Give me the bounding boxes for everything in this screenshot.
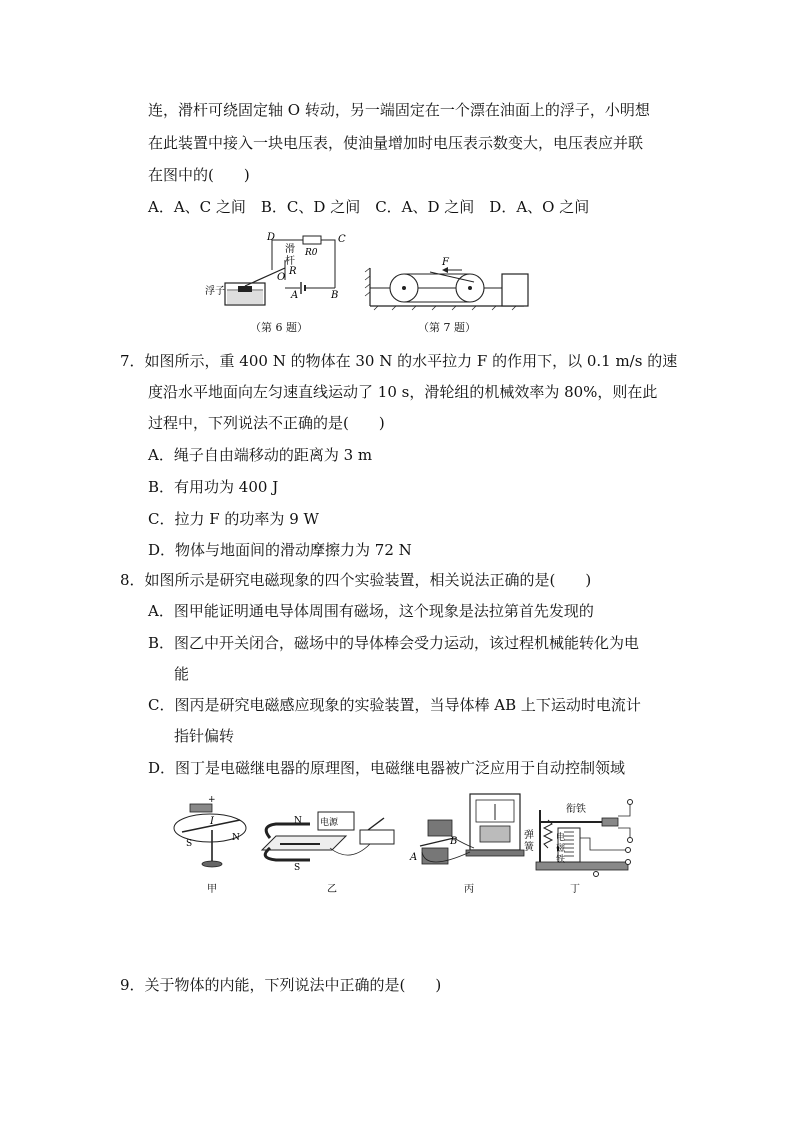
label-r0: R0 [305,248,318,258]
q8-option-b-line-1: B．图乙中开关闭合，磁场中的导体棒会受力运动，该过程机械能转化为电 [148,634,640,652]
label-huagan-2: 杆 [285,256,295,267]
figure-jia [174,795,246,895]
jia-plus: + [208,795,216,805]
bing-label-a: A [410,852,418,863]
ding-label-dian: 电 [556,833,566,843]
label-f: F [442,257,449,268]
q7-option-a: A．绳子自由端移动的距离为 3 m [148,446,373,464]
q7-option-b: B．有用功为 400 J [148,478,279,496]
q7-option-c: C．拉力 F 的功率为 9 W [148,510,319,528]
q9-text-line-1: 9．关于物体的内能，下列说法中正确的是( ) [120,976,442,994]
q7-text-line-1: 7．如图所示，重 400 N 的物体在 30 N 的水平拉力 F 的作用下，以 0.1 m/s 的速 [120,352,678,370]
q7-figure [362,254,532,314]
q8-option-d: D．图丁是电磁继电器的原理图，电磁继电器被广泛应用于自动控制领域 [148,759,626,777]
yi-label-s: S [294,863,301,873]
ding-label-huang: 簧 [524,842,534,853]
yi-label-n: N [294,816,302,826]
label-c: C [338,234,346,245]
q8-option-b-line-2: 能 [174,665,190,683]
q6-text-line-1: 连，滑杆可绕固定轴 O 转动，另一端固定在一个漂在油面上的浮子，小明想 [148,101,650,119]
q8-option-a: A．图甲能证明通电导体周围有磁场，这个现象是法拉第首先发现的 [148,602,594,620]
jia-label-i: I [210,816,214,827]
q8-figure [170,790,650,902]
ding-label-tie: 铁 [556,855,566,865]
caption-yi: 乙 [327,884,337,895]
spring [544,820,552,848]
yi-power-label: 电源 [320,818,339,828]
bing-label-b: B [450,836,458,847]
label-r: R [289,266,297,277]
q6-text-line-3: 在图中的( ) [148,166,250,184]
figure-bing [409,794,524,895]
q7-figure-caption: （第 7 题） [418,321,476,334]
q8-text-line-1: 8．如图所示是研究电磁现象的四个实验装置，相关说法正确的是( ) [120,571,592,589]
q6-figure-caption: （第 6 题） [250,321,308,334]
q6-figure [205,228,365,318]
label-huagan-1: 滑 [285,244,295,255]
float [238,286,252,292]
q7-option-d: D．物体与地面间的滑动摩擦力为 72 N [148,541,412,559]
ding-label-xiantie: 衔铁 [566,804,586,815]
label-b: B [331,290,339,301]
q7-text-line-3: 过程中，下列说法不正确的是( ) [148,414,385,432]
label-a: A [291,290,299,301]
label-o: O [277,272,286,283]
caption-ding: 丁 [570,884,580,895]
jia-label-s: S [186,839,193,849]
r0-resistor [303,236,321,244]
battery-icon [190,804,212,812]
label-d: D [267,232,276,243]
q7-text-line-2: 度沿水平地面向左匀速直线运动了 10 s，滑轮组的机械效率为 80%，则在此 [148,383,658,401]
caption-bing: 丙 [464,884,474,895]
jia-label-n: N [232,833,240,843]
q6-text-line-2: 在此装置中接入一块电压表，使油量增加时电压表示数变大，电压表应并联 [148,134,644,152]
caption-jia: 甲 [207,884,217,895]
ding-label-ci: 磁 [556,844,566,854]
switch [360,830,394,844]
object-block [502,274,528,306]
figure-yi [262,812,394,895]
figure-ding [524,800,633,896]
label-fuzi: 浮子 [205,286,225,297]
ding-label-dan: 弹 [524,830,534,841]
q6-options: A．A、C 之间 B．C、D 之间 C．A、D 之间 D．A、O 之间 [148,198,590,216]
q8-option-c-line-1: C．图丙是研究电磁感应现象的实验装置，当导体棒 AB 上下运动时电流计 [148,696,641,714]
q8-option-c-line-2: 指针偏转 [174,727,235,745]
